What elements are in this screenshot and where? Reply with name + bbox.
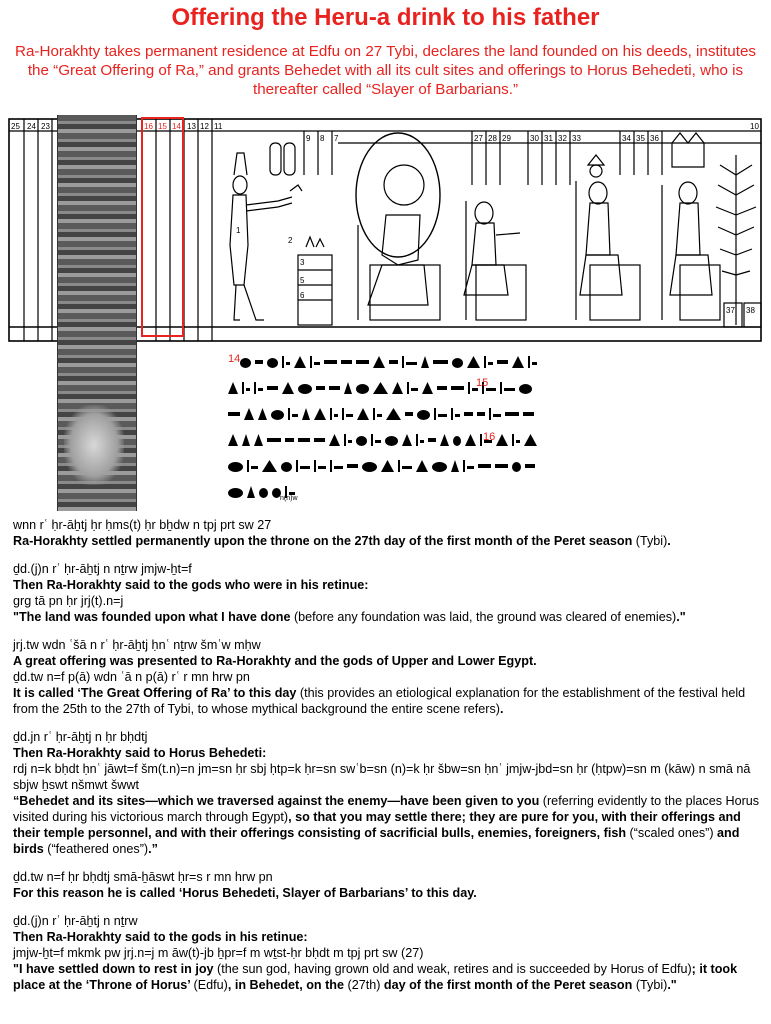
hieroglyph-sign [344, 382, 352, 394]
hieroglyph-sign [386, 408, 401, 420]
col-num-16: 16 [144, 122, 153, 131]
translation-text-bold: Ra-Horakhty settled permanently upon the throne on the 27th day of the first month of the Peret season [13, 534, 636, 548]
paragraph [13, 517, 763, 549]
translation-line [13, 609, 763, 625]
hieroglyph-sign [314, 438, 325, 442]
hieroglyph-sign [267, 386, 278, 390]
hieroglyph-sign [271, 410, 284, 420]
hieroglyph-sign [371, 434, 381, 446]
hieroglyph-sign [496, 434, 508, 446]
hieroglyph-sign [524, 434, 537, 446]
hieroglyph-sign [392, 382, 403, 394]
col-num-27: 27 [474, 134, 483, 143]
hieroglyph-sign [244, 408, 254, 420]
hieroglyph-sign [489, 408, 501, 420]
translation-text-bold: Then Ra-Horakhty said to the gods who were in his retinue: [13, 578, 369, 592]
weathered-area [64, 405, 124, 485]
hieroglyph-sign [373, 356, 385, 368]
hieroglyph-sign [254, 382, 263, 394]
translation-text-bold: , so that you may settle there; they are pure for you, with their offerings and their temple personnel, and with their offerings consisting of sacrificial bulls, enemies, foreigners, fish [13, 810, 741, 840]
highlighted-columns-frame [141, 117, 184, 337]
transliteration-line: ḏd.tw n=f ḥr bḥdtj smā-ẖāswt ḥr=s r mn hrw pn [13, 870, 273, 884]
translation-note: (Edfu) [193, 978, 228, 992]
hieroglyph-sign [362, 462, 377, 472]
hieroglyph-sign [316, 386, 325, 390]
stone-column-photo [57, 115, 137, 511]
hieroglyph-sign [228, 412, 240, 416]
col-num-32: 32 [558, 134, 567, 143]
hieroglyph-sign [347, 464, 358, 468]
col-num-8: 8 [320, 134, 325, 143]
hieroglyph-sign [329, 386, 340, 390]
hieroglyph-sign [242, 434, 250, 446]
page-subtitle: Ra-Horakhty takes permanent residence at Edfu on 27 Tybi, declares the land founded on his deeds, institutes the “Great Offering of Ra,” and grants Behedet with all its cult sites and offerings to Horus Behedeti, who is thereafter called “Slayer of Barbarians.” [15, 43, 756, 98]
hieroglyph-sign [267, 438, 281, 442]
translation-text-bold: .” [148, 842, 158, 856]
translation-text-bold: , in Behedet, on the [227, 978, 348, 992]
hieroglyph-sign [330, 460, 343, 472]
hieroglyph-sign [324, 360, 337, 364]
translation-line [13, 929, 763, 945]
hieroglyph-sign [247, 460, 258, 472]
hieroglyph-sign [519, 384, 532, 394]
translation-line [13, 961, 763, 993]
hieroglyph-sign [407, 382, 418, 394]
hieroglyph-sign [385, 436, 398, 446]
hieroglyph-sign [525, 464, 535, 468]
hieroglyph-sign [356, 436, 367, 446]
hieroglyph-sign [282, 382, 294, 394]
translation-note: (the sun god, having grown old and weak, retires and is succeeded by Horus of Edfu) [217, 962, 692, 976]
col-num-24: 24 [27, 122, 36, 131]
hieroglyph-sign [258, 408, 267, 420]
translation-text [13, 517, 763, 1005]
hieroglyph-sign [451, 460, 459, 472]
hieroglyph-sign [523, 412, 534, 416]
hieroglyph-sign [288, 408, 298, 420]
translation-line [13, 745, 763, 761]
translation-text-bold: ." [676, 610, 686, 624]
translation-note: (“feathered ones”) [47, 842, 149, 856]
paragraph [13, 729, 763, 857]
col-num-13: 13 [187, 122, 196, 131]
translation-note: (this provides an etiological explanation for the establishment of the festival held from the 25th to the 27th of Tybi, to whose mythical background the entire scene refers) [13, 686, 746, 716]
col-num-29: 29 [502, 134, 511, 143]
translation-text-bold: Then Ra-Horakhty said to Horus Behedeti: [13, 746, 267, 760]
transliteration-line: wnn rʿ ḥr-āẖtj ḥr ḥms(t) ḥr bẖdw n tpj prt sw 27 [13, 518, 272, 532]
hieroglyph-inscription [228, 350, 546, 508]
hieroglyph-sign [451, 408, 460, 420]
translation-line [13, 685, 763, 717]
hieroglyph-sign [242, 382, 250, 394]
col-num-35: 35 [636, 134, 645, 143]
col-num-15: 15 [158, 122, 167, 131]
hieroglyph-sign [428, 438, 436, 442]
hieroglyph-sign [497, 360, 508, 364]
col-num-23: 23 [41, 122, 50, 131]
translation-text-bold: For this reason he is called ‘Horus Behedeti, Slayer of Barbarians’ to this day. [13, 886, 477, 900]
hieroglyph-sign [356, 360, 369, 364]
hieroglyph-sign [240, 358, 251, 368]
hieroglyph-sign [281, 462, 292, 472]
hieroglyph-sign [512, 356, 524, 368]
hieroglyph-sign [296, 460, 310, 472]
translation-note: (referring evidently to the places Horus visited during his victorious march through Egypt) [13, 794, 760, 824]
paragraph [13, 637, 763, 717]
hieroglyph-sign [484, 356, 493, 368]
hieroglyph-sign [434, 408, 447, 420]
inscription-line-15: 15 [476, 377, 489, 389]
paragraph [13, 913, 763, 993]
hieroglyph-sign [464, 412, 473, 416]
translation-text-bold: day of the first month of the Peret season [380, 978, 636, 992]
hieroglyph-sign [228, 382, 238, 394]
translation-note: (“scaled ones”) [629, 826, 714, 840]
col-num-33: 33 [572, 134, 581, 143]
hieroglyph-sign [478, 464, 491, 468]
translation-text-bold: It is called ‘The Great Offering of Ra’ to this day [13, 686, 300, 700]
translation-text-bold: and birds [13, 826, 740, 856]
hieroglyph-sign [416, 434, 424, 446]
translation-line [13, 793, 763, 857]
inscription-note: n(n)w [280, 495, 298, 502]
hieroglyph-sign [294, 356, 306, 368]
small-num-1: 1 [236, 226, 241, 235]
translation-text-bold: ." [667, 978, 677, 992]
hieroglyph-sign [389, 360, 398, 364]
hieroglyph-sign [405, 412, 413, 416]
col-num-9: 9 [306, 134, 311, 143]
hieroglyph-sign [495, 464, 508, 468]
transliteration-line: ḏd.jn rʿ ḥr-āẖtj n ḥr bḥdtj [13, 730, 148, 744]
hieroglyph-sign [500, 382, 515, 394]
small-num-2: 2 [288, 236, 293, 245]
col-num-31: 31 [544, 134, 553, 143]
small-num-6: 6 [300, 291, 305, 300]
hieroglyph-sign [477, 412, 485, 416]
hieroglyph-sign [381, 460, 394, 472]
col-num-36: 36 [650, 134, 659, 143]
translation-text-bold: A great offering was presented to Ra-Horakhty and the gods of Upper and Lower Egypt. [13, 654, 537, 668]
hieroglyph-sign [314, 408, 326, 420]
translation-text-bold: . [500, 702, 504, 716]
translation-text-bold: “Behedet and its sites—which we traversed against the enemy—have been given to you [13, 794, 543, 808]
hieroglyph-sign [342, 408, 353, 420]
hieroglyph-sign [512, 462, 521, 472]
hieroglyph-sign [285, 438, 294, 442]
hieroglyph-sign [440, 434, 449, 446]
transliteration-line: rdj n=k bḥdt ḥnʿ jāwt=f šm(t.n)=n jm=sn ḥr sbj ḥtp=k ḥr=sn swʿb=sn (n)=k ḥr šbw=sn ḥnʿ jmjw-jbd=sn ḥr (ḥtpw)=sn m (kāw) n smā nā sbjw ẖswt nšmwt šwwt [13, 762, 751, 792]
hieroglyph-sign [262, 460, 277, 472]
hieroglyph-sign [437, 386, 447, 390]
hieroglyph-sign [505, 412, 519, 416]
hieroglyph-sign [247, 486, 255, 498]
translation-line [13, 885, 763, 901]
hieroglyph-sign [267, 358, 278, 368]
col-num-30: 30 [530, 134, 539, 143]
inscription-line-16: 16 [483, 431, 496, 443]
hieroglyph-sign [373, 382, 388, 394]
hieroglyph-sign [255, 360, 263, 364]
col-num-14: 14 [172, 122, 181, 131]
hieroglyph-sign [330, 408, 338, 420]
hieroglyph-sign [298, 384, 312, 394]
hieroglyph-sign [402, 356, 417, 368]
page-title: Offering the Heru-a drink to his father [171, 4, 600, 31]
hieroglyph-sign [398, 460, 412, 472]
hieroglyph-sign [453, 436, 461, 446]
translation-note: (Tybi) [635, 978, 668, 992]
hieroglyph-sign [302, 408, 310, 420]
hieroglyph-sign [467, 356, 480, 368]
col-num-37: 37 [726, 306, 735, 315]
hieroglyph-sign [259, 488, 268, 498]
translation-note: (before any foundation was laid, the ground was cleared of enemies) [293, 610, 677, 624]
hieroglyph-sign [452, 358, 463, 368]
col-num-10: 10 [750, 122, 759, 131]
hieroglyph-sign [416, 460, 428, 472]
translation-text-bold: "I have settled down to rest in joy [13, 962, 218, 976]
transliteration-line: grg tā pn ḥr jrj(t).n=j [13, 594, 124, 608]
col-num-38: 38 [746, 306, 755, 315]
translation-note: (27th) [347, 978, 381, 992]
translation-text-bold: ; it took place at the ‘Throne of Horus’ [13, 962, 738, 992]
hieroglyph-sign [451, 386, 464, 390]
hieroglyph-sign [432, 462, 447, 472]
small-num-3: 3 [300, 258, 305, 267]
hieroglyph-sign [357, 408, 369, 420]
col-num-28: 28 [488, 134, 497, 143]
hieroglyph-sign [228, 462, 243, 472]
hieroglyph-sign [344, 434, 352, 446]
translation-text-bold: "The land was founded upon what I have done [13, 610, 294, 624]
hieroglyph-sign [463, 460, 474, 472]
hieroglyph-sign [282, 356, 290, 368]
hieroglyph-sign [402, 434, 412, 446]
hieroglyph-sign [528, 356, 537, 368]
paragraph [13, 869, 763, 901]
translation-line [13, 653, 763, 669]
hieroglyph-sign [341, 360, 352, 364]
transliteration-line: jmjw-ẖt=f mkmk pw jrj.n=j m āw(t)-jb ẖpr=f m wṯst-ḥr bḥdt m tpj prt sw (27) [13, 946, 424, 960]
hieroglyph-sign [417, 410, 430, 420]
hieroglyph-sign [228, 434, 238, 446]
hieroglyph-sign [254, 434, 263, 446]
transliteration-line: ḏd.(j)n rʿ ḥr-āẖtj n nṯrw jmjw-ẖt=f [13, 562, 192, 576]
hieroglyph-sign [433, 360, 448, 364]
hieroglyph-sign [314, 460, 326, 472]
col-num-7: 7 [334, 134, 339, 143]
transliteration-line: jrj.tw wdn ʿšā n rʿ ḥr-āẖtj ḥnʿ nṯrw šmʿw mḥw [13, 638, 261, 652]
hieroglyph-sign [422, 382, 433, 394]
hieroglyph-sign [373, 408, 382, 420]
paragraph [13, 561, 763, 625]
translation-text-bold: . [667, 534, 671, 548]
col-num-11: 11 [214, 122, 223, 131]
inscription-line-14: 14 [228, 353, 241, 365]
hieroglyph-sign [329, 434, 340, 446]
translation-line [13, 533, 763, 549]
translation-note: (Tybi) [635, 534, 668, 548]
transliteration-line: ḏd.(j)n rʿ ḥr-āẖtj n nṯrw [13, 914, 138, 928]
col-num-34: 34 [622, 134, 631, 143]
hieroglyph-sign [465, 434, 476, 446]
hieroglyph-sign [228, 488, 243, 498]
hieroglyph-sign [421, 356, 429, 368]
transliteration-line: ḏd.tw n=f p(ā) wdn ʿā n p(ā) rʿ r mn hrw pn [13, 670, 250, 684]
hieroglyph-sign [298, 438, 310, 442]
hieroglyph-sign [512, 434, 520, 446]
translation-line [13, 577, 763, 593]
hieroglyph-sign [310, 356, 320, 368]
hieroglyph-sign [356, 384, 369, 394]
col-num-12: 12 [200, 122, 209, 131]
translation-text-bold: Then Ra-Horakhty said to the gods in his retinue: [13, 930, 308, 944]
small-num-5: 5 [300, 276, 305, 285]
col-num-25: 25 [11, 122, 20, 131]
